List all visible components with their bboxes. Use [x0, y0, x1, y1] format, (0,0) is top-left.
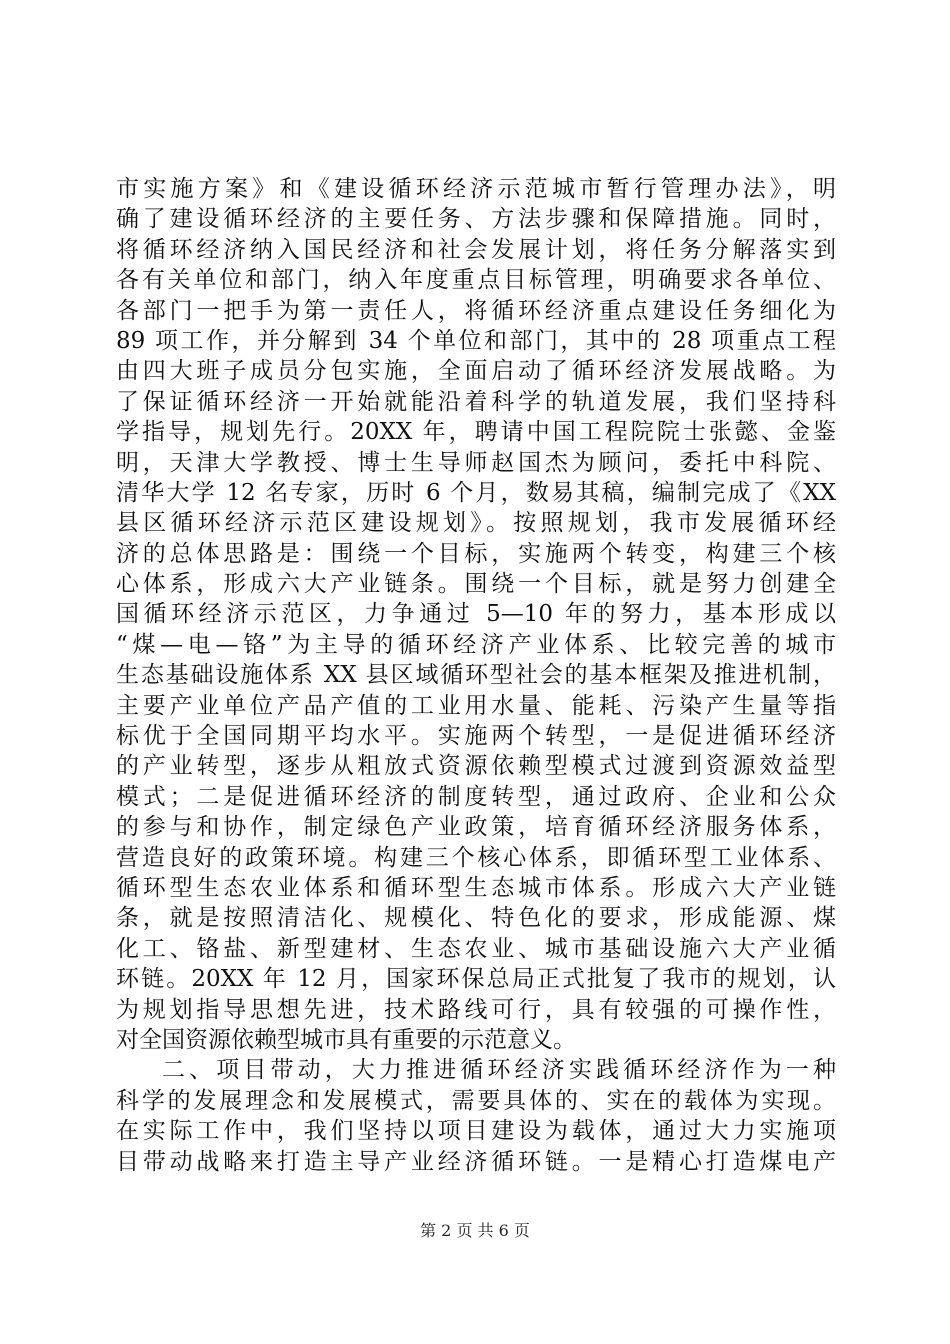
text-line: 各有关单位和部门，纳入年度重点目标管理，明确要求各单位、 — [116, 267, 836, 294]
text-line: 各部门一把手为第一责任人，将循环经济重点建设任务细化为 — [116, 297, 836, 324]
text-line: 县区循环经济示范区建设规划》。按照规划，我市发展循环经 — [116, 510, 836, 537]
text-line: “煤—电—铬”为主导的循环经济产业体系、比较完善的城市 — [116, 631, 836, 658]
text-line: 由四大班子成员分包实施，全面启动了循环经济发展战略。为 — [116, 358, 836, 385]
text-line: 营造良好的政策环境。构建三个核心体系，即循环型工业体系、 — [116, 844, 836, 871]
text-line: 在实际工作中，我们坚持以项目建设为载体，通过大力实施项 — [116, 1118, 836, 1145]
text-line: 清华大学 12 名专家，历时 6 个月，数易其稿，编制完成了《XX — [116, 479, 836, 506]
text-line: 二、项目带动，大力推进循环经济实践循环经济作为一种 — [162, 1057, 836, 1084]
text-line: 主要产业单位产品产值的工业用水量、能耗、污染产生量等指 — [116, 692, 836, 719]
text-line: 标优于全国同期平均水平。实施两个转型，一是促进循环经济 — [116, 723, 836, 750]
text-line: 济的总体思路是：围绕一个目标，实施两个转变，构建三个核 — [116, 540, 836, 567]
text-line: 条，就是按照清洁化、规模化、特色化的要求，形成能源、煤 — [116, 905, 836, 932]
text-line: 对全国资源依赖型城市具有重要的示范意义。 — [116, 1026, 576, 1053]
text-line: 为规划指导思想先进，技术路线可行，具有较强的可操作性， — [116, 996, 836, 1023]
text-line: 明，天津大学教授、博士生导师赵国杰为顾问，委托中科院、 — [116, 449, 836, 476]
text-line: 生态基础设施体系 XX 县区域循环型社会的基本框架及推进机制， — [116, 662, 836, 689]
text-line: 的产业转型，逐步从粗放式资源依赖型模式过渡到资源效益型 — [116, 753, 836, 780]
text-line: 循环型生态农业体系和循环型生态城市体系。形成六大产业链 — [116, 874, 836, 901]
text-line: 确了建设循环经济的主要任务、方法步骤和保障措施。同时， — [116, 206, 836, 233]
text-line: 学指导，规划先行。20XX 年，聘请中国工程院院士张懿、金鉴 — [116, 419, 836, 446]
text-line: 环链。20XX 年 12 月，国家环保总局正式批复了我市的规划，认 — [116, 966, 836, 993]
text-line: 将循环经济纳入国民经济和社会发展计划，将任务分解落实到 — [116, 236, 836, 263]
text-line: 模式；二是促进循环经济的制度转型，通过政府、企业和公众 — [116, 783, 836, 810]
text-line: 化工、铬盐、新型建材、生态农业、城市基础设施六大产业循 — [116, 935, 836, 962]
text-line: 国循环经济示范区，力争通过 5—10 年的努力，基本形成以 — [116, 601, 836, 628]
text-line: 了保证循环经济一开始就能沿着科学的轨道发展，我们坚持科 — [116, 388, 836, 415]
text-line: 心体系，形成六大产业链条。围绕一个目标，就是努力创建全 — [116, 571, 836, 598]
page-footer: 第 2 页 共 6 页 — [420, 1221, 530, 1240]
body-text — [116, 174, 836, 1177]
text-line: 目带动战略来打造主导产业经济循环链。一是精心打造煤电产 — [116, 1148, 836, 1175]
text-line: 市实施方案》和《建设循环经济示范城市暂行管理办法》，明 — [116, 176, 836, 202]
text-line: 89 项工作，并分解到 34 个单位和部门，其中的 28 项重点工程 — [116, 327, 836, 354]
text-line: 科学的发展理念和发展模式，需要具体的、实在的载体为实现。 — [116, 1087, 836, 1114]
text-line: 的参与和协作，制定绿色产业政策，培育循环经济服务体系， — [116, 814, 836, 841]
